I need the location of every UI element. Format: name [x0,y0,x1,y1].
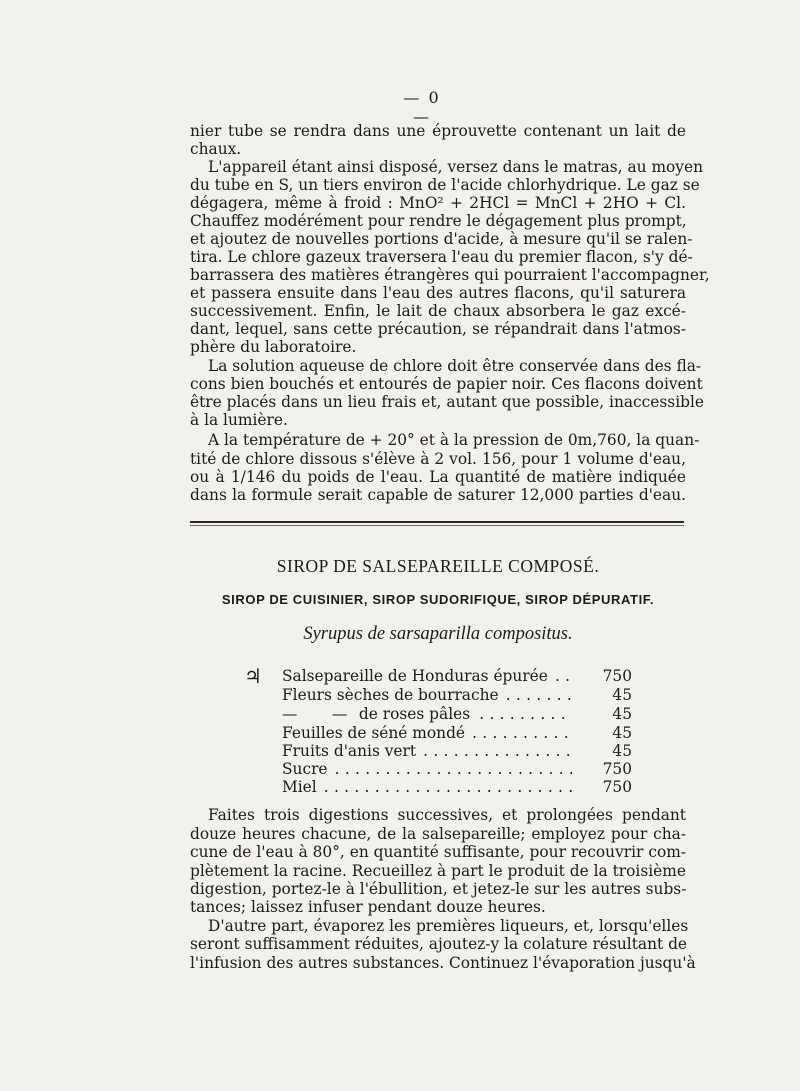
latin-name: Syrupus de sarsaparilla compositus. [303,624,573,644]
text-line: douze heures chacune, de la salsepareille; employez pour cha- [190,825,686,843]
text-line: D'autre part, évaporez les premières liqueurs, et, lorsqu'elles [208,917,689,935]
ingredient-qty: 750 [602,760,632,778]
text-line: ou à 1/146 du poids de l'eau. La quantité de matière indiquée [190,468,686,486]
ingredient-row [282,705,632,723]
ingredient-qty: 750 [602,778,632,796]
text-line: du tube en S, un tiers environ de l'acide chlorhydrique. Le gaz se [190,176,700,194]
ditto-dash: — [332,705,354,723]
text-line: cons bien bouchés et entourés de papier noir. Ces flacons doivent [190,375,703,393]
ditto-dash: — [282,705,310,723]
ingredient-qty: 45 [612,705,632,723]
ingredient-qty: 750 [602,667,632,685]
text-line: dégagera, même à froid : MnO² + 2HCl = MnCl + 2HO + Cl. [190,194,686,212]
text-line: digestion, portez-le à l'ébullition, et jetez-le sur les autres subs- [190,880,687,898]
text-line: A la température de + 20° et à la pression de 0m,760, la quan- [208,431,700,449]
ingredient-row [282,724,632,742]
text-line: chaux. [190,140,242,158]
text-line: tira. Le chlore gazeux traversera l'eau du premier flacon, s'y dé- [190,248,693,266]
ingredient-name: Fruits d'anis vert [282,742,417,760]
text-line: Chauffez modérément pour rendre le dégagement plus prompt, [190,212,687,230]
section-title: SIROP DE SALSEPAREILLE COMPOSÉ. [276,556,600,576]
text-line: nier tube se rendra dans une éprouvette contenant un lait de [190,122,686,140]
text-line: et ajoutez de nouvelles portions d'acide, à mesure qu'il se ralen- [190,230,693,248]
text-line: et passera ensuite dans l'eau des autres flacons, qu'il saturera [190,284,686,302]
ingredient-name: Sucre [282,760,328,778]
ingredient-name: Miel [282,778,317,796]
text-line: phère du laboratoire. [190,338,357,356]
ingredient-name: Salsepareille de Honduras épurée [282,667,548,685]
text-line: être placés dans un lieu frais et, autant que possible, inaccessible [190,393,705,411]
text-line: Faites trois digestions successives, et prolongées pendant [208,806,686,824]
text-line: seront suffisamment réduites, ajoutez-y la colature résultant de [190,935,688,953]
ingredient-row [282,667,632,685]
text-line: successivement. Enfin, le lait de chaux absorbera le gaz excé- [190,302,686,320]
ingredient-qty: 45 [612,686,632,704]
text-line: tité de chlore dissous s'élève à 2 vol. 156, pour 1 volume d'eau, [190,450,686,468]
section-synonyms: SIROP DE CUISINIER, SIROP SUDORIFIQUE, SIROP DÉPURATIF. [221,592,655,607]
text-line: L'appareil étant ainsi disposé, versez dans le matras, au moyen [208,158,704,176]
text-line: tances; laissez infuser pendant douze heures. [190,898,546,916]
ingredient-name: de roses pâles [358,705,471,723]
ingredient-row [282,686,632,704]
text-line: l'infusion des autres substances. Continuez l'évaporation jusqu'à [190,954,696,972]
section-divider [190,521,684,526]
ingredient-name: Feuilles de séné mondé [282,724,466,742]
page-number: — 0 — [403,88,441,126]
ingredient-row [282,742,632,760]
ingredient-row [282,760,632,778]
ingredient-row [282,778,632,796]
text-line: à la lumière. [190,411,288,429]
ingredient-qty: 45 [612,742,632,760]
text-line: cune de l'eau à 80°, en quantité suffisante, pour recouvrir com- [190,843,686,861]
ingredient-qty: 45 [612,724,632,742]
text-line: dans la formule serait capable de saturer 12,000 parties d'eau. [190,486,686,504]
recipe-symbol-icon: ♃ [244,664,262,688]
ingredient-name: Fleurs sèches de bourrache [282,686,499,704]
text-line: La solution aqueuse de chlore doit être conservée dans des fla- [208,357,702,375]
text-line: plètement la racine. Recueillez à part le produit de la troisième [190,862,686,880]
text-line: dant, lequel, sans cette précaution, se répandrait dans l'atmos- [190,320,686,338]
text-line: barrassera des matières étrangères qui pourraient l'accompagner, [190,266,710,284]
